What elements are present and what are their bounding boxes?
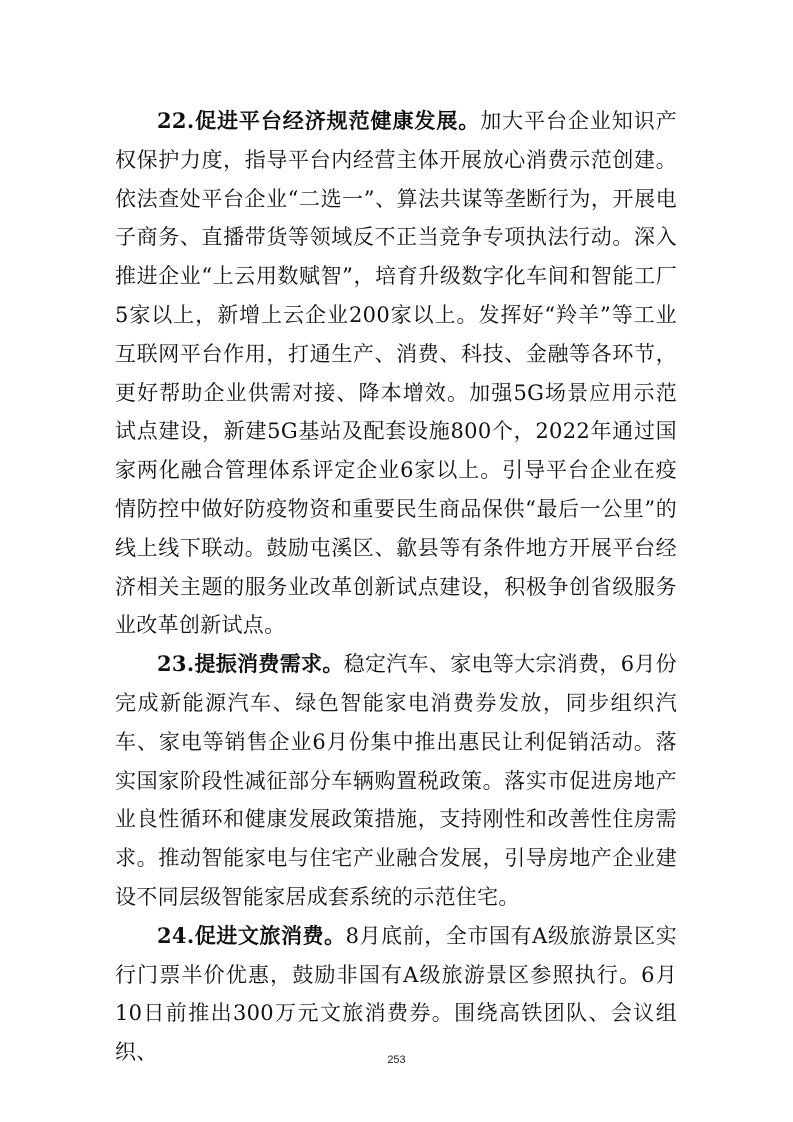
paragraph-text: 加大平台企业知识产权保护力度，指导平台内经营主体开展放心消费示范创建。依法查处平台企业“二选一”、算法共谋等垄断行为，开展电子商务、直播带货等领域反不正当竞争专项执法行动。深入推进企业“上云用数赋智”，培育升级数字化车间和智能工厂5家以上，新增上云企业200家以上。发挥好“羚羊”等工业互联网平台作用，打通生产、消费、科技、金融等各环节，更好帮助企业供需对接、降本增效。加强5G场景应用示范试点建设，新建5G基站及配套设施800个，2022年通过国家两化融合管理体系评定企业6家以上。引导平台企业在疫情防控中做好防疫物资和重要民生商品保供“最后一公里”的线上线下联动。鼓励屯溪区、歙县等有条件地方开展平台经济相关主题的服务业改革创新试点建设，积极争创省级服务业改革创新试点。 bbox=[115, 109, 677, 638]
paragraph-text: 8月底前，全市国有A级旅游景区实行门票半价优惠，鼓励非国有A级旅游景区参照执行。6月10日前推出300万元文旅消费券。围绕高铁团队、会议组织、 bbox=[115, 923, 677, 1065]
paragraph-text: 稳定汽车、家电等大宗消费，6月份完成新能源汽车、绿色智能家电消费券发放，同步组织汽车、家电等销售企业6月份集中推出惠民让利促销活动。落实国家阶段性减征部分车辆购置税政策。落实市促进房地产业良性循环和健康发展政策措施，支持刚性和改善性住房需求。推动智能家电与住宅产业融合发展，引导房地产企业建设不同层级智能家居成套系统的示范住宅。 bbox=[115, 652, 677, 909]
paragraph-23 bbox=[115, 645, 677, 917]
paragraph-heading: 22.促进平台经济规范健康发展。 bbox=[157, 108, 481, 133]
paragraph-24 bbox=[115, 917, 677, 1072]
paragraph-22 bbox=[115, 102, 677, 645]
paragraph-heading: 24.促进文旅消费。 bbox=[157, 922, 346, 948]
page-number: 253 bbox=[387, 1054, 406, 1066]
document-body bbox=[115, 102, 677, 1072]
paragraph-heading: 23.提振消费需求。 bbox=[157, 651, 344, 677]
